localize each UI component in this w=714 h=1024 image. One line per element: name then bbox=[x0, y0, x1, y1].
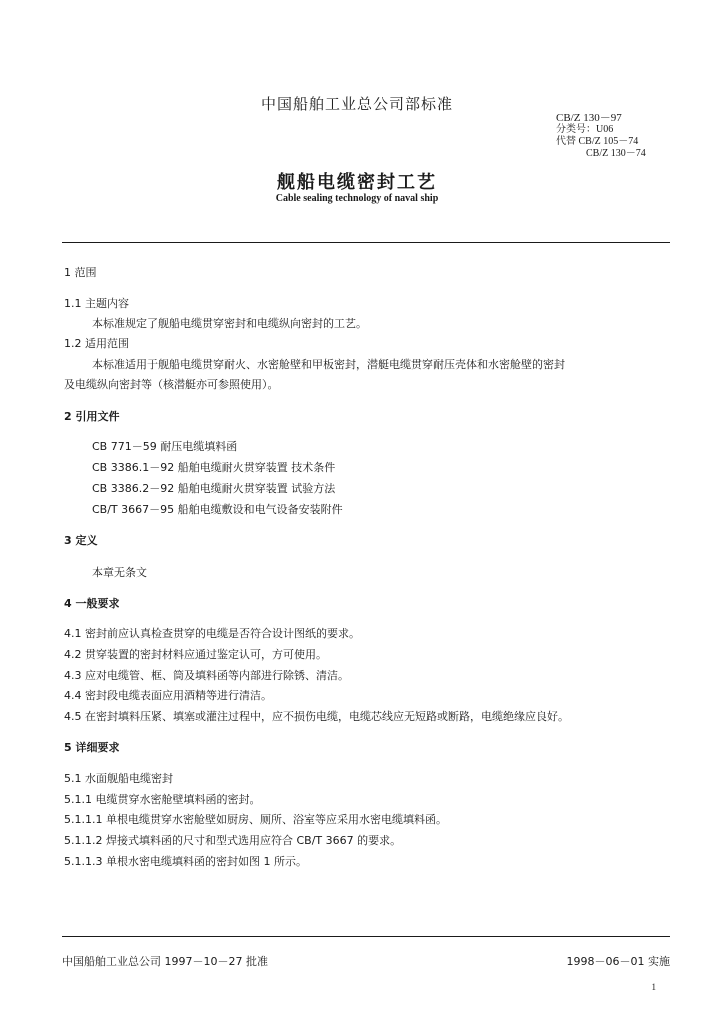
section-3-heading: 3 定义 bbox=[64, 534, 98, 547]
section-2-heading: 2 引用文件 bbox=[64, 410, 120, 423]
section-3-text: 本章无条文 bbox=[92, 566, 147, 579]
reference-item: CB 771－59 耐压电缆填料函 bbox=[92, 440, 238, 453]
replaces-standard: 代替 CB/Z 105－74 bbox=[556, 136, 639, 147]
issuing-organization: 中国船舶工业总公司部标准 bbox=[260, 95, 453, 113]
standard-number: CB/Z 130－97 bbox=[556, 112, 622, 124]
approval-date: 中国船舶工业总公司 1997－10－27 批准 bbox=[62, 955, 268, 968]
section-1-2-text: 本标准适用于舰船电缆贯穿耐火、水密舱壁和甲板密封，潜艇电缆贯穿耐压壳体和水密舱壁的密封 bbox=[92, 358, 565, 371]
standard-codes bbox=[556, 112, 646, 160]
document-title: 舰船电缆密封工艺 bbox=[277, 172, 437, 193]
replaces-standard-2: CB/Z 130－74 bbox=[586, 148, 646, 159]
section-4-item: 4.4 密封段电缆表面应用酒精等进行清洁。 bbox=[64, 689, 272, 702]
section-1-2-text-cont: 及电缆纵向密封等（核潜艇亦可参照使用）。 bbox=[64, 378, 279, 391]
section-4-heading: 4 一般要求 bbox=[64, 597, 120, 610]
document-subtitle: Cable sealing technology of naval ship bbox=[275, 193, 439, 204]
section-1-heading: 1 范围 bbox=[64, 266, 97, 279]
section-5-item: 5.1.1.3 单根水密电缆填料函的密封如图 1 所示。 bbox=[64, 855, 307, 868]
section-4-item: 4.1 密封前应认真检查贯穿的电缆是否符合设计图纸的要求。 bbox=[64, 627, 360, 640]
section-1-1-heading: 1.1 主题内容 bbox=[64, 297, 129, 310]
section-1-2-heading: 1.2 适用范围 bbox=[64, 337, 129, 350]
section-4-item: 4.2 贯穿装置的密封材料应通过鉴定认可，方可使用。 bbox=[64, 648, 327, 661]
section-5-item: 5.1.1.1 单根电缆贯穿水密舱壁如厨房、厕所、浴室等应采用水密电缆填料函。 bbox=[64, 813, 447, 826]
reference-item: CB 3386.2－92 船舶电缆耐火贯穿装置 试验方法 bbox=[92, 482, 336, 495]
reference-item: CB/T 3667－95 船舶电缆敷设和电气设备安装附件 bbox=[92, 503, 343, 516]
page-number: 1 bbox=[651, 982, 656, 992]
section-5-heading: 5 详细要求 bbox=[64, 741, 120, 754]
section-5-item: 5.1.1.2 焊接式填料函的尺寸和型式选用应符合 CB/T 3667 的要求。 bbox=[64, 834, 402, 847]
section-4-item: 4.3 应对电缆管、框、筒及填料函等内部进行除锈、清洁。 bbox=[64, 669, 349, 682]
section-1-1-text: 本标准规定了舰船电缆贯穿密封和电缆纵向密封的工艺。 bbox=[92, 317, 367, 330]
section-5-item: 5.1.1 电缆贯穿水密舱壁填料函的密封。 bbox=[64, 793, 261, 806]
footer-rule bbox=[62, 936, 670, 937]
classification-number: 分类号：U06 bbox=[556, 124, 614, 135]
reference-item: CB 3386.1－92 船舶电缆耐火贯穿装置 技术条件 bbox=[92, 461, 336, 474]
section-4-item: 4.5 在密封填料压紧、填塞或灌注过程中，应不损伤电缆，电缆芯线应无短路或断路，电缆绝缘应良好。 bbox=[64, 710, 569, 723]
implementation-date: 1998－06－01 实施 bbox=[566, 955, 670, 968]
section-5-item: 5.1 水面舰船电缆密封 bbox=[64, 772, 173, 785]
header-rule bbox=[62, 242, 670, 243]
